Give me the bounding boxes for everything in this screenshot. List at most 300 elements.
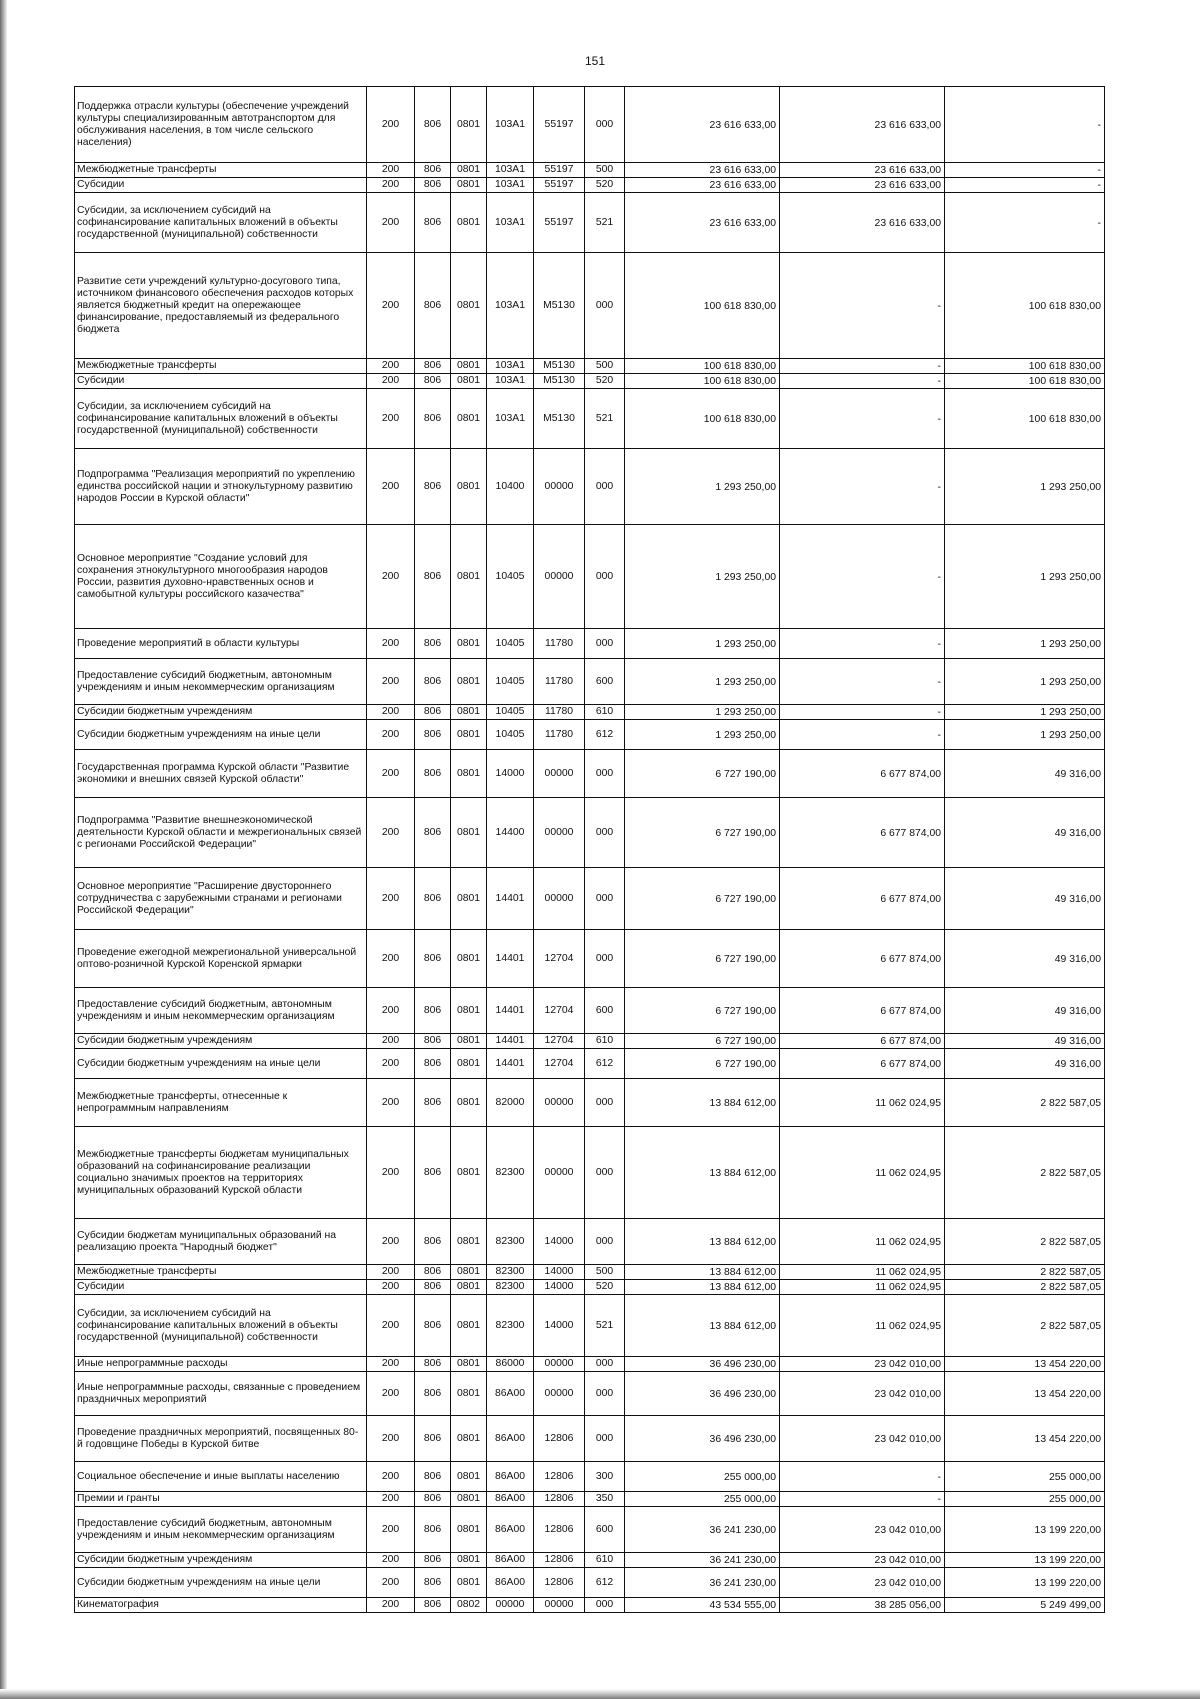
amount-cell-2: 6 677 874,00 — [780, 1049, 945, 1079]
code-cell: 86A00 — [487, 1462, 534, 1492]
code-cell: 806 — [415, 389, 451, 449]
code-cell: 00000 — [487, 1598, 534, 1613]
table-row — [75, 163, 1105, 178]
code-cell: 806 — [415, 1079, 451, 1127]
code-cell: 00000 — [534, 1598, 585, 1613]
amount-cell-2: 6 677 874,00 — [780, 930, 945, 988]
amount-cell-1: 100 618 830,00 — [625, 253, 780, 359]
code-cell: 200 — [367, 449, 415, 525]
code-cell: 200 — [367, 1553, 415, 1568]
code-cell: 806 — [415, 1416, 451, 1462]
amount-cell-2: 6 677 874,00 — [780, 1034, 945, 1049]
amount-cell-3: - — [945, 193, 1105, 253]
amount-cell-3: 49 316,00 — [945, 1034, 1105, 1049]
code-cell: 806 — [415, 193, 451, 253]
table-row — [75, 1462, 1105, 1492]
code-cell: 0801 — [451, 1049, 487, 1079]
row-name-cell: Подпрограмма "Реализация мероприятий по укреплению единства российской нации и этнокультурному развитию народов России в Курской области" — [75, 449, 367, 525]
code-cell: 806 — [415, 1127, 451, 1219]
row-name-cell: Подпрограмма "Развитие внешнеэкономической деятельности Курской области и межрегиональных связей с регионами Российской Федерации" — [75, 798, 367, 868]
row-name-cell: Предоставление субсидий бюджетным, автономным учреждениям и иным некоммерческим организациям — [75, 1507, 367, 1553]
row-name-cell: Межбюджетные трансферты, отнесенные к непрограммным направлениям — [75, 1079, 367, 1127]
code-cell: 000 — [585, 449, 625, 525]
amount-cell-1: 6 727 190,00 — [625, 988, 780, 1034]
table-row — [75, 1034, 1105, 1049]
code-cell: 11780 — [534, 705, 585, 720]
code-cell: 00000 — [534, 1079, 585, 1127]
code-cell: 200 — [367, 659, 415, 705]
amount-cell-2: 11 062 024,95 — [780, 1265, 945, 1280]
row-name-cell: Субсидии — [75, 178, 367, 193]
code-cell: 00000 — [534, 1357, 585, 1372]
row-name-cell: Проведение праздничных мероприятий, посвященных 80-й годовщине Победы в Курской битве — [75, 1416, 367, 1462]
code-cell: 000 — [585, 1079, 625, 1127]
code-cell: 806 — [415, 253, 451, 359]
code-cell: 000 — [585, 253, 625, 359]
code-cell: 0801 — [451, 374, 487, 389]
amount-cell-2: 6 677 874,00 — [780, 750, 945, 798]
amount-cell-1: 13 884 612,00 — [625, 1079, 780, 1127]
code-cell: 200 — [367, 868, 415, 930]
code-cell: 200 — [367, 988, 415, 1034]
code-cell: 0801 — [451, 1127, 487, 1219]
code-cell: 0801 — [451, 253, 487, 359]
amount-cell-3: 13 199 220,00 — [945, 1553, 1105, 1568]
code-cell: 12806 — [534, 1507, 585, 1553]
table-row — [75, 1507, 1105, 1553]
amount-cell-3: 2 822 587,05 — [945, 1127, 1105, 1219]
code-cell: 521 — [585, 1295, 625, 1357]
row-name-cell: Предоставление субсидий бюджетным, автономным учреждениям и иным некоммерческим организациям — [75, 988, 367, 1034]
code-cell: 200 — [367, 1127, 415, 1219]
code-cell: 000 — [585, 1357, 625, 1372]
code-cell: 200 — [367, 87, 415, 163]
code-cell: 55197 — [534, 87, 585, 163]
code-cell: 200 — [367, 720, 415, 750]
code-cell: 0801 — [451, 705, 487, 720]
amount-cell-2: 11 062 024,95 — [780, 1127, 945, 1219]
amount-cell-2: 11 062 024,95 — [780, 1280, 945, 1295]
amount-cell-3: 49 316,00 — [945, 798, 1105, 868]
code-cell: 200 — [367, 750, 415, 798]
row-name-cell: Субсидии бюджетам муниципальных образований на реализацию проекта "Народный бюджет" — [75, 1219, 367, 1265]
code-cell: 200 — [367, 1034, 415, 1049]
code-cell: 300 — [585, 1462, 625, 1492]
amount-cell-1: 23 616 633,00 — [625, 163, 780, 178]
code-cell: 82300 — [487, 1265, 534, 1280]
amount-cell-3: 100 618 830,00 — [945, 359, 1105, 374]
amount-cell-2: 6 677 874,00 — [780, 798, 945, 868]
amount-cell-3: - — [945, 178, 1105, 193]
amount-cell-3: 2 822 587,05 — [945, 1295, 1105, 1357]
amount-cell-2: 23 616 633,00 — [780, 193, 945, 253]
amount-cell-1: 6 727 190,00 — [625, 1034, 780, 1049]
amount-cell-1: 1 293 250,00 — [625, 629, 780, 659]
code-cell: 14401 — [487, 988, 534, 1034]
code-cell: 806 — [415, 720, 451, 750]
table-row — [75, 359, 1105, 374]
code-cell: 55197 — [534, 178, 585, 193]
code-cell: 500 — [585, 359, 625, 374]
row-name-cell: Государственная программа Курской области "Развитие экономики и внешних связей Курской области" — [75, 750, 367, 798]
code-cell: 350 — [585, 1492, 625, 1507]
amount-cell-2: - — [780, 720, 945, 750]
code-cell: 103A1 — [487, 163, 534, 178]
code-cell: 806 — [415, 705, 451, 720]
amount-cell-2: - — [780, 449, 945, 525]
code-cell: 0801 — [451, 930, 487, 988]
amount-cell-3: 49 316,00 — [945, 1049, 1105, 1079]
code-cell: 610 — [585, 1553, 625, 1568]
code-cell: 806 — [415, 930, 451, 988]
amount-cell-2: - — [780, 389, 945, 449]
code-cell: 000 — [585, 930, 625, 988]
code-cell: 521 — [585, 193, 625, 253]
amount-cell-1: 6 727 190,00 — [625, 750, 780, 798]
amount-cell-1: 23 616 633,00 — [625, 193, 780, 253]
row-name-cell: Субсидии бюджетным учреждениям на иные цели — [75, 720, 367, 750]
code-cell: 200 — [367, 178, 415, 193]
code-cell: 14000 — [534, 1219, 585, 1265]
table-row — [75, 868, 1105, 930]
table-row — [75, 1127, 1105, 1219]
code-cell: 86A00 — [487, 1372, 534, 1416]
amount-cell-2: 6 677 874,00 — [780, 868, 945, 930]
code-cell: 000 — [585, 87, 625, 163]
row-name-cell: Межбюджетные трансферты — [75, 163, 367, 178]
table-row — [75, 193, 1105, 253]
table-row — [75, 1598, 1105, 1613]
table-row — [75, 720, 1105, 750]
table-row — [75, 659, 1105, 705]
code-cell: 806 — [415, 1462, 451, 1492]
amount-cell-3: 13 454 220,00 — [945, 1416, 1105, 1462]
code-cell: 600 — [585, 659, 625, 705]
amount-cell-3: 13 199 220,00 — [945, 1507, 1105, 1553]
amount-cell-3: - — [945, 87, 1105, 163]
code-cell: 12806 — [534, 1553, 585, 1568]
amount-cell-2: 11 062 024,95 — [780, 1295, 945, 1357]
amount-cell-3: 1 293 250,00 — [945, 629, 1105, 659]
code-cell: 200 — [367, 1280, 415, 1295]
amount-cell-1: 23 616 633,00 — [625, 178, 780, 193]
amount-cell-2: - — [780, 374, 945, 389]
code-cell: 806 — [415, 1372, 451, 1416]
amount-cell-1: 13 884 612,00 — [625, 1219, 780, 1265]
page-number: 151 — [584, 54, 606, 68]
code-cell: 200 — [367, 1462, 415, 1492]
row-name-cell: Субсидии бюджетным учреждениям — [75, 705, 367, 720]
table-row — [75, 1079, 1105, 1127]
code-cell: 0801 — [451, 1295, 487, 1357]
amount-cell-1: 255 000,00 — [625, 1492, 780, 1507]
code-cell: 000 — [585, 1416, 625, 1462]
table-row — [75, 178, 1105, 193]
code-cell: 11780 — [534, 629, 585, 659]
amount-cell-2: 23 042 010,00 — [780, 1553, 945, 1568]
row-name-cell: Иные непрограммные расходы, связанные с проведением праздничных мероприятий — [75, 1372, 367, 1416]
table-row — [75, 525, 1105, 629]
code-cell: 000 — [585, 525, 625, 629]
code-cell: 200 — [367, 163, 415, 178]
code-cell: 806 — [415, 1507, 451, 1553]
code-cell: 806 — [415, 374, 451, 389]
code-cell: 806 — [415, 359, 451, 374]
row-name-cell: Развитие сети учреждений культурно-досугового типа, источником финансового обеспечения расходов которых является бюджетный кредит на опережающее финансирование, предоставляемый из федерального бюджета — [75, 253, 367, 359]
amount-cell-2: 38 285 056,00 — [780, 1598, 945, 1613]
amount-cell-2: - — [780, 659, 945, 705]
code-cell: 200 — [367, 1265, 415, 1280]
code-cell: 10405 — [487, 720, 534, 750]
code-cell: 0801 — [451, 1079, 487, 1127]
table-row — [75, 1416, 1105, 1462]
code-cell: 55197 — [534, 163, 585, 178]
code-cell: 200 — [367, 629, 415, 659]
amount-cell-2: - — [780, 705, 945, 720]
code-cell: 0801 — [451, 1568, 487, 1598]
amount-cell-3: 13 454 220,00 — [945, 1357, 1105, 1372]
amount-cell-1: 13 884 612,00 — [625, 1295, 780, 1357]
amount-cell-1: 36 241 230,00 — [625, 1568, 780, 1598]
amount-cell-3: 100 618 830,00 — [945, 389, 1105, 449]
code-cell: 103A1 — [487, 193, 534, 253]
amount-cell-2: 23 616 633,00 — [780, 163, 945, 178]
table-row — [75, 798, 1105, 868]
code-cell: 612 — [585, 1568, 625, 1598]
amount-cell-3: 13 454 220,00 — [945, 1372, 1105, 1416]
code-cell: 103A1 — [487, 374, 534, 389]
code-cell: 200 — [367, 1049, 415, 1079]
code-cell: 600 — [585, 1507, 625, 1553]
code-cell: 10405 — [487, 525, 534, 629]
code-cell: 103A1 — [487, 87, 534, 163]
amount-cell-1: 23 616 633,00 — [625, 87, 780, 163]
amount-cell-1: 1 293 250,00 — [625, 720, 780, 750]
code-cell: 86A00 — [487, 1492, 534, 1507]
code-cell: 806 — [415, 1034, 451, 1049]
code-cell: 11780 — [534, 720, 585, 750]
amount-cell-1: 1 293 250,00 — [625, 449, 780, 525]
amount-cell-1: 255 000,00 — [625, 1462, 780, 1492]
amount-cell-1: 1 293 250,00 — [625, 705, 780, 720]
code-cell: 82300 — [487, 1219, 534, 1265]
amount-cell-3: 255 000,00 — [945, 1462, 1105, 1492]
amount-cell-3: 49 316,00 — [945, 930, 1105, 988]
code-cell: 520 — [585, 178, 625, 193]
code-cell: 0801 — [451, 659, 487, 705]
amount-cell-3: 255 000,00 — [945, 1492, 1105, 1507]
code-cell: 00000 — [534, 1127, 585, 1219]
code-cell: 200 — [367, 525, 415, 629]
code-cell: 0801 — [451, 87, 487, 163]
code-cell: 000 — [585, 868, 625, 930]
amount-cell-3: 2 822 587,05 — [945, 1265, 1105, 1280]
code-cell: 500 — [585, 1265, 625, 1280]
row-name-cell: Межбюджетные трансферты бюджетам муниципальных образований на софинансирование реализации социально значимых проектов на территориях муниципальных образований Курской области — [75, 1127, 367, 1219]
amount-cell-1: 100 618 830,00 — [625, 389, 780, 449]
amount-cell-3: 13 199 220,00 — [945, 1568, 1105, 1598]
code-cell: 00000 — [534, 525, 585, 629]
scan-edge-left — [0, 0, 7, 1699]
amount-cell-3: 2 822 587,05 — [945, 1280, 1105, 1295]
amount-cell-3: 49 316,00 — [945, 750, 1105, 798]
code-cell: 12704 — [534, 930, 585, 988]
amount-cell-2: 23 042 010,00 — [780, 1357, 945, 1372]
code-cell: 00000 — [534, 1372, 585, 1416]
code-cell: 000 — [585, 1372, 625, 1416]
code-cell: 000 — [585, 1219, 625, 1265]
code-cell: 200 — [367, 389, 415, 449]
code-cell: 806 — [415, 163, 451, 178]
amount-cell-2: 23 042 010,00 — [780, 1568, 945, 1598]
code-cell: 200 — [367, 798, 415, 868]
amount-cell-2: 11 062 024,95 — [780, 1219, 945, 1265]
code-cell: 200 — [367, 1507, 415, 1553]
table-row — [75, 705, 1105, 720]
amount-cell-3: 1 293 250,00 — [945, 659, 1105, 705]
code-cell: 0801 — [451, 1265, 487, 1280]
code-cell: 86A00 — [487, 1507, 534, 1553]
amount-cell-2: 23 616 633,00 — [780, 178, 945, 193]
amount-cell-3: 1 293 250,00 — [945, 720, 1105, 750]
amount-cell-1: 6 727 190,00 — [625, 930, 780, 988]
code-cell: 10400 — [487, 449, 534, 525]
row-name-cell: Кинематография — [75, 1598, 367, 1613]
amount-cell-3: 1 293 250,00 — [945, 525, 1105, 629]
code-cell: 806 — [415, 750, 451, 798]
amount-cell-3: 100 618 830,00 — [945, 374, 1105, 389]
table-row — [75, 253, 1105, 359]
table-row — [75, 1280, 1105, 1295]
amount-cell-2: 23 042 010,00 — [780, 1416, 945, 1462]
code-cell: 0801 — [451, 798, 487, 868]
code-cell: 600 — [585, 988, 625, 1034]
row-name-cell: Субсидии, за исключением субсидий на софинансирование капитальных вложений в объекты государственной (муниципальной) собственности — [75, 1295, 367, 1357]
code-cell: 0801 — [451, 1507, 487, 1553]
code-cell: M5130 — [534, 389, 585, 449]
code-cell: 86000 — [487, 1357, 534, 1372]
table-row — [75, 930, 1105, 988]
amount-cell-1: 13 884 612,00 — [625, 1127, 780, 1219]
code-cell: 806 — [415, 1357, 451, 1372]
amount-cell-1: 13 884 612,00 — [625, 1280, 780, 1295]
code-cell: 0801 — [451, 629, 487, 659]
amount-cell-3: 49 316,00 — [945, 868, 1105, 930]
code-cell: 82300 — [487, 1127, 534, 1219]
code-cell: 806 — [415, 449, 451, 525]
scan-edge-bottom — [0, 1689, 1200, 1699]
code-cell: 200 — [367, 1219, 415, 1265]
code-cell: 82000 — [487, 1079, 534, 1127]
code-cell: 0801 — [451, 988, 487, 1034]
amount-cell-2: - — [780, 1492, 945, 1507]
row-name-cell: Проведение ежегодной межрегиональной универсальной оптово-розничной Курской Коренской ярмарки — [75, 930, 367, 988]
code-cell: 806 — [415, 629, 451, 659]
table-row — [75, 988, 1105, 1034]
amount-cell-1: 36 496 230,00 — [625, 1357, 780, 1372]
code-cell: 14401 — [487, 1049, 534, 1079]
row-name-cell: Социальное обеспечение и иные выплаты населению — [75, 1462, 367, 1492]
code-cell: M5130 — [534, 374, 585, 389]
code-cell: 55197 — [534, 193, 585, 253]
amount-cell-1: 6 727 190,00 — [625, 798, 780, 868]
code-cell: 806 — [415, 1553, 451, 1568]
code-cell: 10405 — [487, 629, 534, 659]
amount-cell-3: 100 618 830,00 — [945, 253, 1105, 359]
code-cell: 200 — [367, 1492, 415, 1507]
code-cell: 14401 — [487, 930, 534, 988]
row-name-cell: Субсидии — [75, 1280, 367, 1295]
table-row — [75, 1492, 1105, 1507]
amount-cell-1: 36 241 230,00 — [625, 1507, 780, 1553]
row-name-cell: Предоставление субсидий бюджетным, автономным учреждениям и иным некоммерческим организациям — [75, 659, 367, 705]
table-row — [75, 389, 1105, 449]
row-name-cell: Субсидии бюджетным учреждениям — [75, 1034, 367, 1049]
amount-cell-1: 6 727 190,00 — [625, 1049, 780, 1079]
row-name-cell: Межбюджетные трансферты — [75, 359, 367, 374]
row-name-cell: Субсидии, за исключением субсидий на софинансирование капитальных вложений в объекты государственной (муниципальной) собственности — [75, 193, 367, 253]
code-cell: 520 — [585, 1280, 625, 1295]
table-row — [75, 1265, 1105, 1280]
table-row — [75, 1357, 1105, 1372]
code-cell: 000 — [585, 1127, 625, 1219]
amount-cell-1: 36 241 230,00 — [625, 1553, 780, 1568]
amount-cell-3: 2 822 587,05 — [945, 1219, 1105, 1265]
table-row — [75, 1553, 1105, 1568]
row-name-cell: Межбюджетные трансферты — [75, 1265, 367, 1280]
amount-cell-2: - — [780, 629, 945, 659]
code-cell: 0801 — [451, 1462, 487, 1492]
code-cell: 14000 — [534, 1265, 585, 1280]
table-row — [75, 750, 1105, 798]
row-name-cell: Основное мероприятие "Расширение двустороннего сотрудничества с зарубежными странами и регионами Российской Федерации" — [75, 868, 367, 930]
code-cell: 200 — [367, 193, 415, 253]
code-cell: 12806 — [534, 1568, 585, 1598]
row-name-cell: Основное мероприятие "Создание условий для сохранения этнокультурного многообразия народов России, развития духовно-нравственных основ и самобытной культуры российского казачества" — [75, 525, 367, 629]
code-cell: 86A00 — [487, 1568, 534, 1598]
table-row — [75, 87, 1105, 163]
code-cell: 00000 — [534, 750, 585, 798]
amount-cell-2: - — [780, 359, 945, 374]
code-cell: 806 — [415, 1280, 451, 1295]
code-cell: 200 — [367, 705, 415, 720]
code-cell: 200 — [367, 1598, 415, 1613]
code-cell: 806 — [415, 178, 451, 193]
code-cell: 0801 — [451, 1034, 487, 1049]
code-cell: 14000 — [487, 750, 534, 798]
code-cell: 0802 — [451, 1598, 487, 1613]
code-cell: 806 — [415, 1049, 451, 1079]
code-cell: 806 — [415, 1568, 451, 1598]
code-cell: 14401 — [487, 868, 534, 930]
code-cell: 200 — [367, 1295, 415, 1357]
code-cell: 0801 — [451, 1492, 487, 1507]
budget-table — [74, 86, 1105, 1613]
row-name-cell: Поддержка отрасли культуры (обеспечение учреждений культуры специализированным автотранспортом для обслуживания населения, в том числе сельского населения) — [75, 87, 367, 163]
amount-cell-1: 1 293 250,00 — [625, 659, 780, 705]
code-cell: 200 — [367, 1568, 415, 1598]
code-cell: 0801 — [451, 750, 487, 798]
amount-cell-1: 6 727 190,00 — [625, 868, 780, 930]
code-cell: 0801 — [451, 720, 487, 750]
row-name-cell: Субсидии бюджетным учреждениям — [75, 1553, 367, 1568]
code-cell: 000 — [585, 629, 625, 659]
code-cell: 0801 — [451, 868, 487, 930]
code-cell: 0801 — [451, 1416, 487, 1462]
amount-cell-3: 5 249 499,00 — [945, 1598, 1105, 1613]
code-cell: 0801 — [451, 1280, 487, 1295]
code-cell: 14000 — [534, 1295, 585, 1357]
